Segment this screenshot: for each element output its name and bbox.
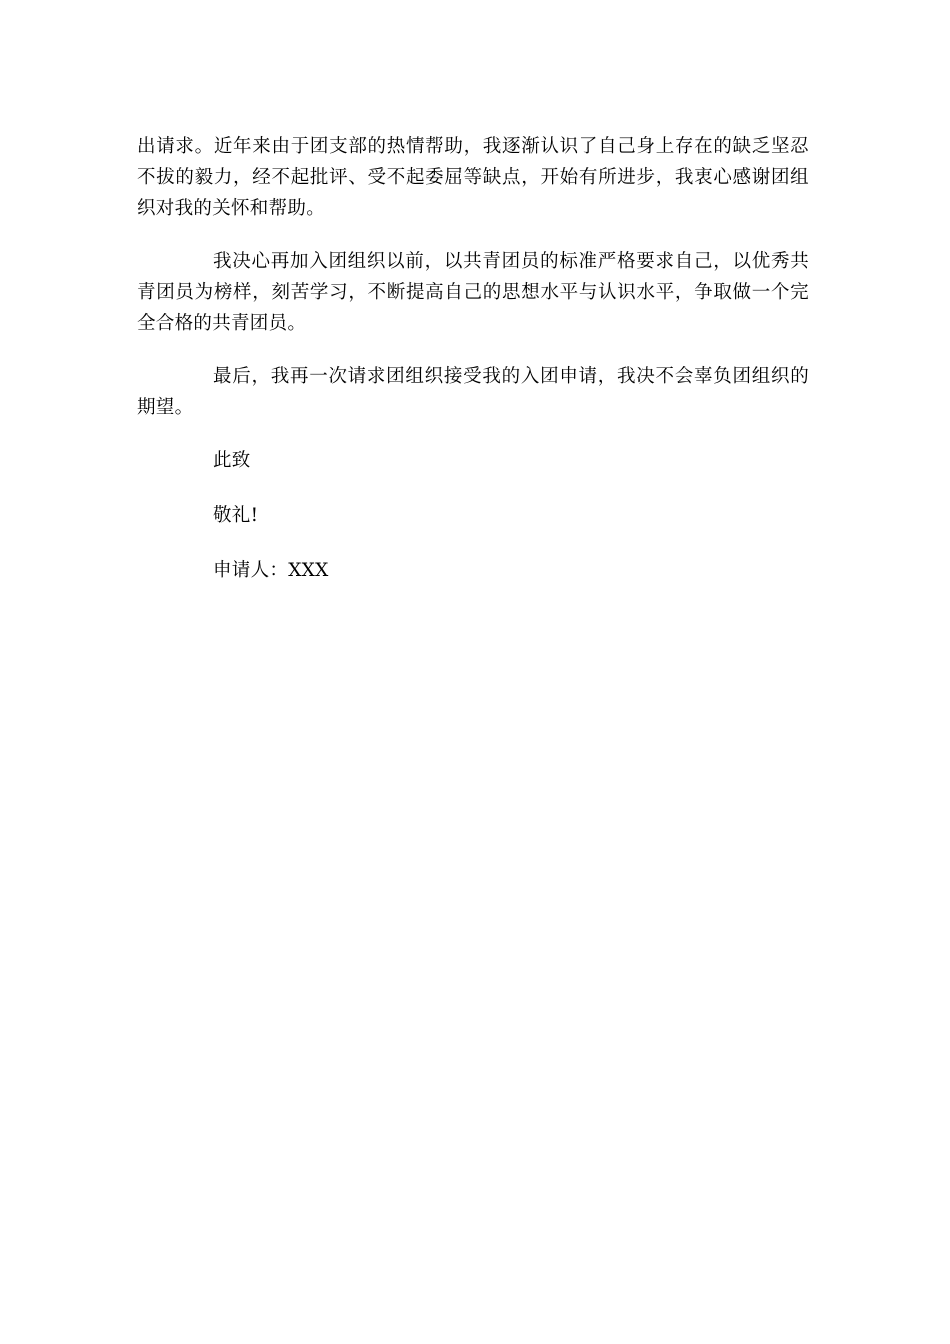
paragraph-final-request: 最后，我再一次请求团组织接受我的入团申请，我决不会辜负团组织的期望。 [137, 366, 809, 418]
salutation: 敬礼! [213, 505, 259, 526]
paragraph-continuation: 出请求。近年来由于团支部的热情帮助，我逐渐认识了自己身上存在的缺乏坚忍不拔的毅力，经不起批评、受不起委屈等缺点，开始有所进步，我衷心感谢团组织对我的关怀和帮助。 [137, 136, 809, 219]
closing-phrase: 此致 [213, 450, 251, 471]
paragraph-resolution: 我决心再加入团组织以前，以共青团员的标准严格要求自己，以优秀共青团员为榜样，刻苦学习，不断提高自己的思想水平与认识水平，争取做一个完全合格的共青团员。 [137, 251, 809, 334]
signature-line: 申请人：XXX [213, 560, 329, 581]
letter-body [137, 131, 809, 610]
